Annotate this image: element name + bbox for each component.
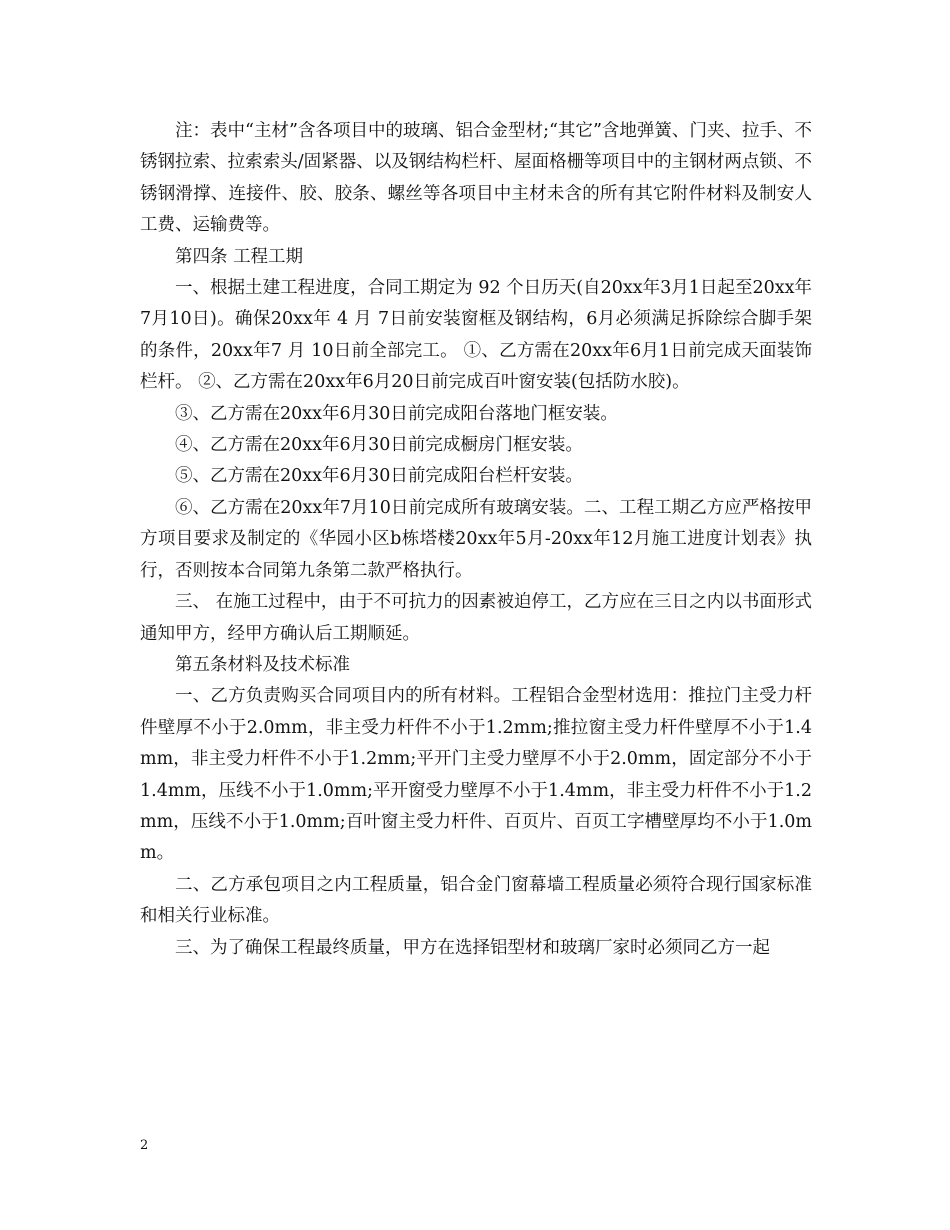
paragraph-schedule-1: 一、根据土建工程进度，合同工期定为 92 个日历天(自20xx年3月1日起至20xx年7月10日)。确保20xx年 4 月 7日前安装窗框及钢结构，6月必须满足拆除综合脚手架的条件，20xx年7 月 10日前全部完工。 ①、乙方需在20xx年6月1日前完成天面装饰栏杆。 ②、乙方需在20xx年6月20日前完成百叶窗安装(包括防水胶)。 bbox=[140, 278, 812, 393]
paragraph-quality-standard: 二、乙方承包项目之内工程质量，铝合金门窗幕墙工程质量必须符合现行国家标准和相关行业标准。 bbox=[140, 874, 812, 927]
paragraph-schedule-item-6: ⑥、乙方需在20xx年7月10日前完成所有玻璃安装。二、工程工期乙方应严格按甲方项目要求及制定的《华园小区b栋塔楼20xx年5月-20xx年12月施工进度计划表》执行，否则按本合同第九条第二款严格执行。 bbox=[140, 497, 812, 581]
heading-article-5: 第五条材料及技术标准 bbox=[175, 654, 350, 675]
paragraph-schedule-item-4: ④、乙方需在20xx年6月30日前完成橱房门框安装。 bbox=[175, 435, 583, 456]
paragraph-schedule-item-3: ③、乙方需在20xx年6月30日前完成阳台落地门框安装。 bbox=[175, 403, 618, 424]
paragraph-supplier-selection: 三、为了确保工程最终质量，甲方在选择铝型材和玻璃厂家时必须同乙方一起 bbox=[175, 937, 770, 958]
paragraph-schedule-item-5: ⑤、乙方需在20xx年6月30日前完成阳台栏杆安装。 bbox=[175, 466, 583, 487]
paragraph-materials-spec: 一、乙方负责购买合同项目内的所有材料。工程铝合金型材选用：推拉门主受力杆件壁厚不小于2.0mm，非主受力杆件不小于1.2mm;推拉窗主受力杆件壁厚不小于1.4mm，非主受力杆件不小于1.2mm;平开门主受力壁厚不小于2.0mm，固定部分不小于1.4mm，压线不小于1.0mm;平开窗受力壁厚不小于1.4mm，非主受力杆件不小于1.2mm，压线不小于1.0mm;百叶窗主受力杆件、百页片、百页工字槽壁厚均不小于1.0mm。 bbox=[140, 686, 812, 864]
page-number: 2 bbox=[140, 1138, 149, 1153]
paragraph-note-materials: 注：表中“主材”含各项目中的玻璃、铝合金型材;“其它”含地弹簧、门夹、拉手、不锈钢拉索、拉索索头/固紧器、以及钢结构栏杆、屋面格栅等项目中的主钢材两点锁、不锈钢滑撑、连接件、胶、胶条、螺丝等各项目中主材未含的所有其它附件材料及制安人工费、运输费等。 bbox=[140, 121, 812, 236]
paragraph-force-majeure: 三、 在施工过程中，由于不可抗力的因素被迫停工，乙方应在三日之内以书面形式通知甲方，经甲方确认后工期顺延。 bbox=[140, 592, 812, 644]
document-body bbox=[140, 116, 812, 964]
heading-article-4: 第四条 工程工期 bbox=[175, 246, 304, 267]
